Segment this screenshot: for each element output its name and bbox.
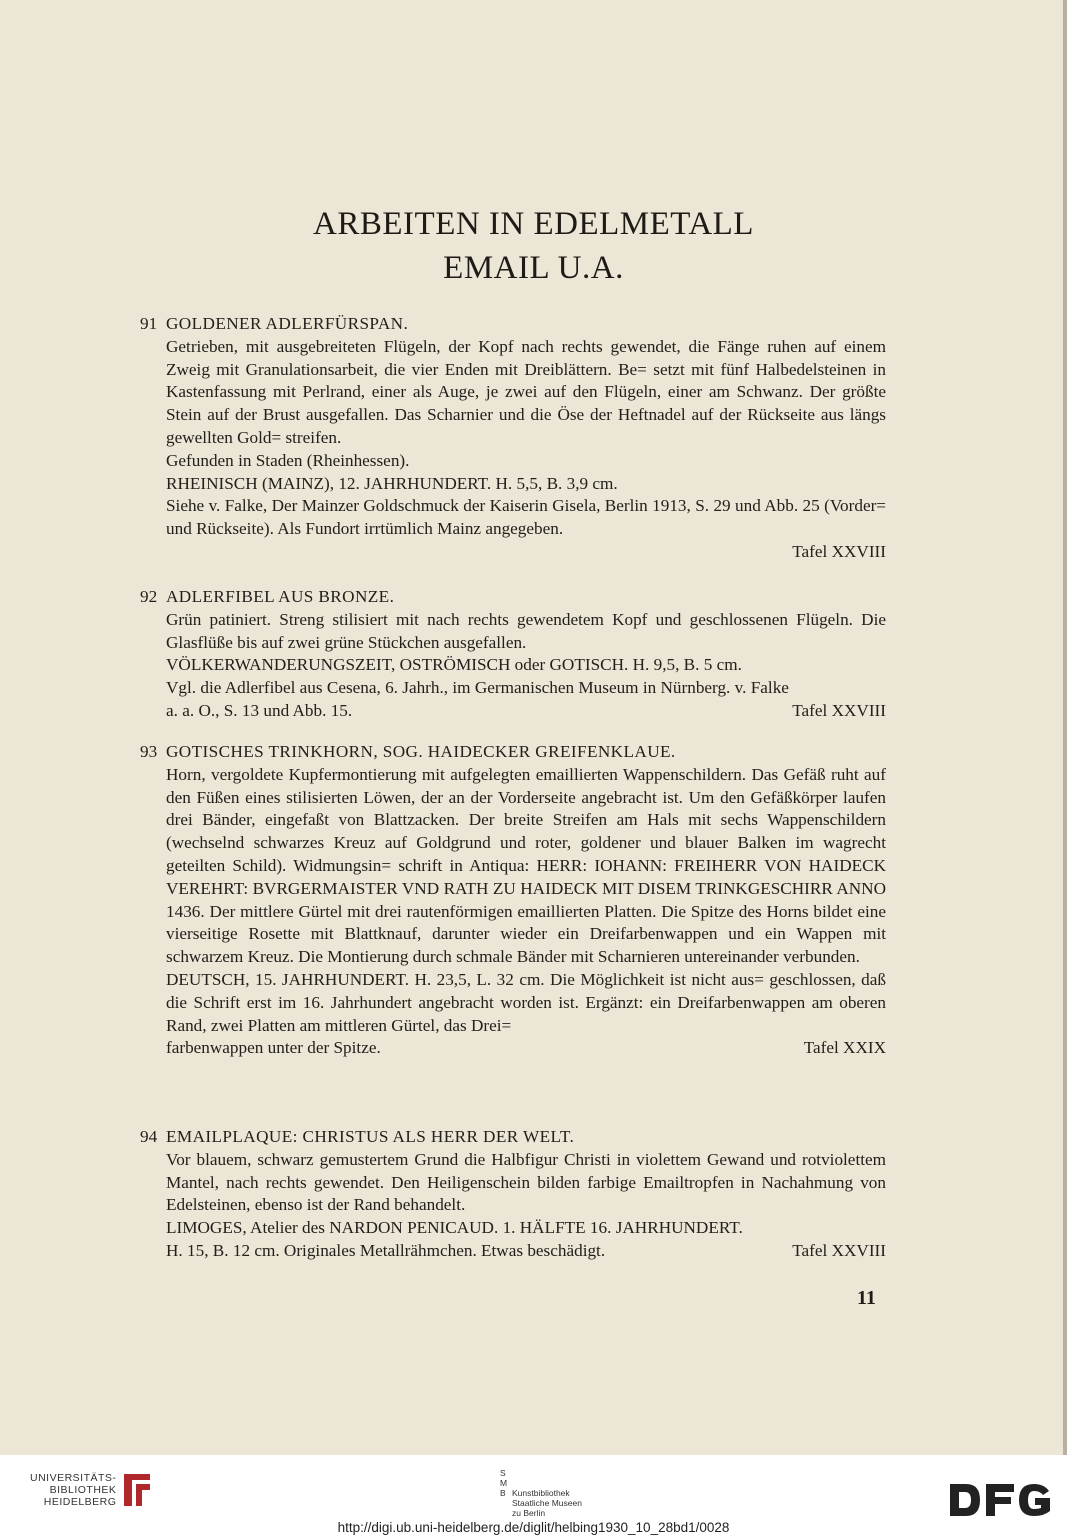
entry-literature: Vgl. die Adlerfibel aus Cesena, 6. Jahrh., im Germanischen Museum in Nürnberg. v. Falke: [166, 678, 789, 698]
smb-row-1: [500, 1468, 582, 1478]
entry-literature: Siehe v. Falke, Der Mainzer Goldschmuck der Kaiserin Gisela, Berlin 1913, S. 29 und Abb. 25 (Vorder= und Rückseite). Als Fundort irrtümlich Mainz angegeben.: [166, 496, 886, 539]
entry-title: GOLDENER ADLERFÜRSPAN.: [166, 314, 409, 333]
university-line: BIBLIOTHEK: [49, 1484, 117, 1496]
entry-provenance: Gefunden in Staden (Rheinhessen).: [166, 450, 410, 470]
entry-title-row: [140, 313, 886, 336]
entry-title-row: [140, 741, 886, 764]
university-line: UNIVERSITÄTS-: [30, 1472, 117, 1484]
entry-dating: DEUTSCH, 15. JAHRHUNDERT. H. 23,5, L. 32 cm. Die Möglichkeit ist nicht aus= geschlossen, daß die Schrift erst im 16. Jahrhundert angebracht worden ist. Ergänzt: ein Dreifarbenwappen am oberen Rand, zwei Platten am mittleren Gürtel, das Drei=: [166, 969, 886, 1035]
entry-title-row: [140, 586, 886, 609]
entry-dating: LIMOGES, Atelier des NARDON PENICAUD. 1. HÄLFTE 16. JAHRHUNDERT.: [166, 1218, 743, 1238]
smb-letter: S: [500, 1468, 506, 1478]
catalog-entry-92: [140, 586, 886, 723]
smb-letter: B: [500, 1488, 506, 1498]
heidelberg-library-logo[interactable]: [30, 1468, 154, 1512]
entry-plate-reference: Tafel XXVIII: [792, 700, 886, 720]
entry-description: Horn, vergoldete Kupfermontierung mit aufgelegten emaillierten Wappenschildern. Das Gefäß ruht auf den Füßen eines stilisierten Löwen, der an der Vorderseite angebracht ist. Um den Gefäßkörper laufen drei Bänder, eingefaßt von Blattzacken. Der breite Streifen am Hals mit sechs Wappenschildern (wechselnd schwarzes Kreuz auf Goldgrund und roter, goldener und blauer Balken im wagrecht geteilten Schild). Widmungsin= schrift in Antiqua: HERR: IOHANN: FREIHERR VON HAIDECK VEREHRT: BVRGERMAISTER VND RATH ZU HAIDECK MIT DISEM TRINKGESCHIRR ANNO 1436. Der mittlere Gürtel mit drei rautenförmigen emaillierten Platten. Die Spitze des Horns bildet eine vierseitige Rosette mit Blattknauf, darunter wieder ein Dreifarbenwappen und ein Wappen mit schwarzem Kreuz. Die Montierung durch schmale Bänder mit Scharnieren untereinander verbunden.: [166, 764, 886, 967]
entry-title: ADLERFIBEL AUS BRONZE.: [166, 587, 395, 606]
entry-description: Grün patiniert. Streng stilisiert mit nach rechts gewendetem Kopf und geschlossenen Flügeln. Die Glasflüße bis auf zwei grüne Stückchen ausgefallen.: [166, 609, 886, 652]
entry-last-row: [166, 700, 886, 723]
entry-last-row: [166, 1240, 886, 1263]
entry-dating: VÖLKERWANDERUNGSZEIT, OSTRÖMISCH oder GOTISCH. H. 9,5, B. 5 cm.: [166, 655, 742, 675]
entry-dating: RHEINISCH (MAINZ), 12. JAHRHUNDERT. H. 5,5, B. 3,9 cm.: [166, 473, 618, 493]
smb-letter: M: [500, 1478, 508, 1488]
smb-line: zu Berlin: [512, 1508, 546, 1518]
entry-literature-end: a. a. O., S. 13 und Abb. 15.: [166, 700, 353, 720]
page-number: 11: [857, 1287, 876, 1309]
entry-plate-reference: Tafel XXVIII: [792, 541, 886, 561]
catalog-entry-91: [140, 313, 886, 564]
entry-title-row: [140, 1126, 886, 1149]
smb-letter-spacer: [500, 1498, 512, 1508]
entry-description: Vor blauem, schwarz gemustertem Grund die Halbfigur Christi in violettem Gewand und rotviolettem Mantel, nach rechts gewendet. Den Heiligenschein bilden farbige Emailtropfen in Nachahmung von Edelsteinen, ebenso ist der Rand behandelt.: [166, 1149, 886, 1215]
section-heading-line-1: ARBEITEN IN EDELMETALL: [313, 206, 754, 242]
smb-row-3: [500, 1488, 582, 1498]
smb-line: Staatliche Museen: [512, 1498, 582, 1508]
section-heading-line-2: EMAIL U.A.: [443, 250, 624, 286]
entry-dimensions: H. 15, B. 12 cm. Originales Metallrähmchen. Etwas beschädigt.: [166, 1240, 606, 1260]
entry-body: [140, 609, 886, 723]
smb-row-5: [500, 1508, 582, 1518]
source-url[interactable]: http://digi.ub.uni-heidelberg.de/diglit/helbing1930_10_28bd1/0028: [337, 1520, 730, 1535]
entry-body: [140, 336, 886, 564]
heidelberg-emblem-icon: [120, 1468, 154, 1512]
entry-number: 94: [140, 1127, 158, 1146]
entry-number: 92: [140, 587, 158, 606]
smb-row-4: [500, 1498, 582, 1508]
university-line: HEIDELBERG: [43, 1496, 117, 1508]
entry-plate-reference: Tafel XXIX: [803, 1038, 886, 1058]
university-name: [30, 1472, 116, 1508]
entry-number: 93: [140, 742, 158, 761]
entry-dating-end: farbenwappen unter der Spitze.: [166, 1038, 381, 1058]
smb-kunstbibliothek-logo[interactable]: [500, 1468, 582, 1518]
smb-letter-spacer: [500, 1508, 512, 1518]
entry-description: Getrieben, mit ausgebreiteten Flügeln, der Kopf nach rechts gewendet, die Fänge ruhen auf einem Zweig mit Granulationsarbeit, die vier Enden mit Dreiblättern. Be= setzt mit fünf Halbedelsteinen in Kastenfassung mit Perlrand, einer als Auge, je zwei auf den Flügeln, einer am Schwanz. Der größte Stein auf der Brust ausgefallen. Das Scharnier und die Öse der Heftnadel auf der Rückseite aus längs gewellten Gold= streifen.: [166, 336, 886, 447]
entry-body: [140, 1149, 886, 1263]
dfg-logo-icon[interactable]: [948, 1480, 1052, 1520]
entry-title: EMAILPLAQUE: CHRISTUS ALS HERR DER WELT.: [166, 1127, 575, 1146]
entry-plate-reference: Tafel XXVIII: [792, 1240, 886, 1260]
smb-line: Kunstbibliothek: [512, 1488, 570, 1498]
entry-title: GOTISCHES TRINKHORN, SOG. HAIDECKER GREIFENKLAUE.: [166, 742, 676, 761]
catalog-entry-93: [140, 741, 886, 1060]
entry-last-row: [166, 1037, 886, 1060]
catalog-entry-94: [140, 1126, 886, 1263]
smb-row-2: [500, 1478, 582, 1488]
entry-body: [140, 764, 886, 1060]
entry-number: 91: [140, 314, 158, 333]
